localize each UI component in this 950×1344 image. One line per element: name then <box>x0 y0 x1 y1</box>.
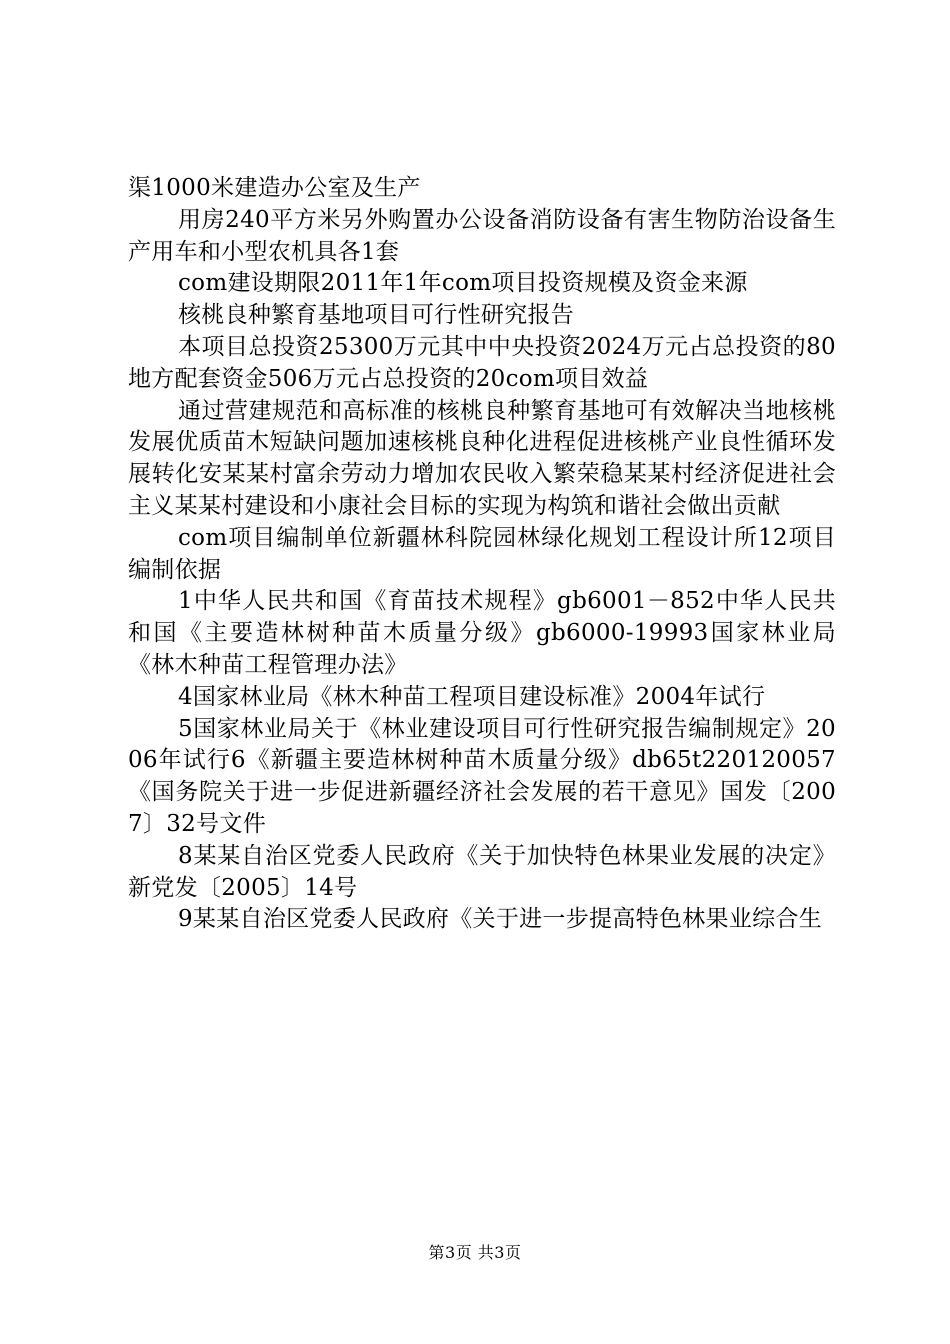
document-body <box>128 173 836 936</box>
paragraph-10: 5国家林业局关于《林业建设项目可行性研究报告编制规定》2006年试行6《新疆主要造林树种苗木质量分级》db65t220120057《国务院关于进一步促进新疆经济社会发展的若干意见》国发〔2007〕32号文件 <box>128 715 836 837</box>
paragraph-7: com项目编制单位新疆林科院园林绿化规划工程设计所12项目编制依据 <box>128 524 836 583</box>
paragraph-2: 用房240平方米另外购置办公设备消防设备有害生物防治设备生产用车和小型农机具各1套 <box>128 206 836 265</box>
page-number-label: 第3页 共3页 <box>428 1243 522 1262</box>
paragraph-3: com建设期限2011年1年com项目投资规模及资金来源 <box>178 270 748 297</box>
paragraph-9: 4国家林业局《林木种苗工程项目建设标准》2004年试行 <box>178 683 766 710</box>
paragraph-5: 本项目总投资25300万元其中中央投资2024万元占总投资的80地方配套资金506万元占总投资的20com项目效益 <box>128 333 836 392</box>
paragraph-1: 渠1000米建造办公室及生产 <box>128 175 421 201</box>
paragraph-4: 核桃良种繁育基地项目可行性研究报告 <box>178 302 575 329</box>
page-footer <box>0 1243 950 1263</box>
paragraph-8: 1中华人民共和国《育苗技术规程》gb6001－852中华人民共和国《主要造林树种苗木质量分级》gb6000-19993国家林业局《林木种苗工程管理办法》 <box>128 588 836 678</box>
paragraph-11: 8某某自治区党委人民政府《关于加快特色林果业发展的决定》新党发〔2005〕14号 <box>128 842 836 901</box>
paragraph-6: 通过营建规范和高标准的核桃良种繁育基地可有效解决当地核桃发展优质苗木短缺问题加速核桃良种化进程促进核桃产业良性循环发展转化安某某村富余劳动力增加农民收入繁荣稳某某村经济促进社会主义某某村建设和小康社会目标的实现为构筑和谐社会做出贡献 <box>128 397 836 519</box>
paragraph-12: 9某某自治区党委人民政府《关于进一步提高特色林果业综合生 <box>178 906 823 933</box>
